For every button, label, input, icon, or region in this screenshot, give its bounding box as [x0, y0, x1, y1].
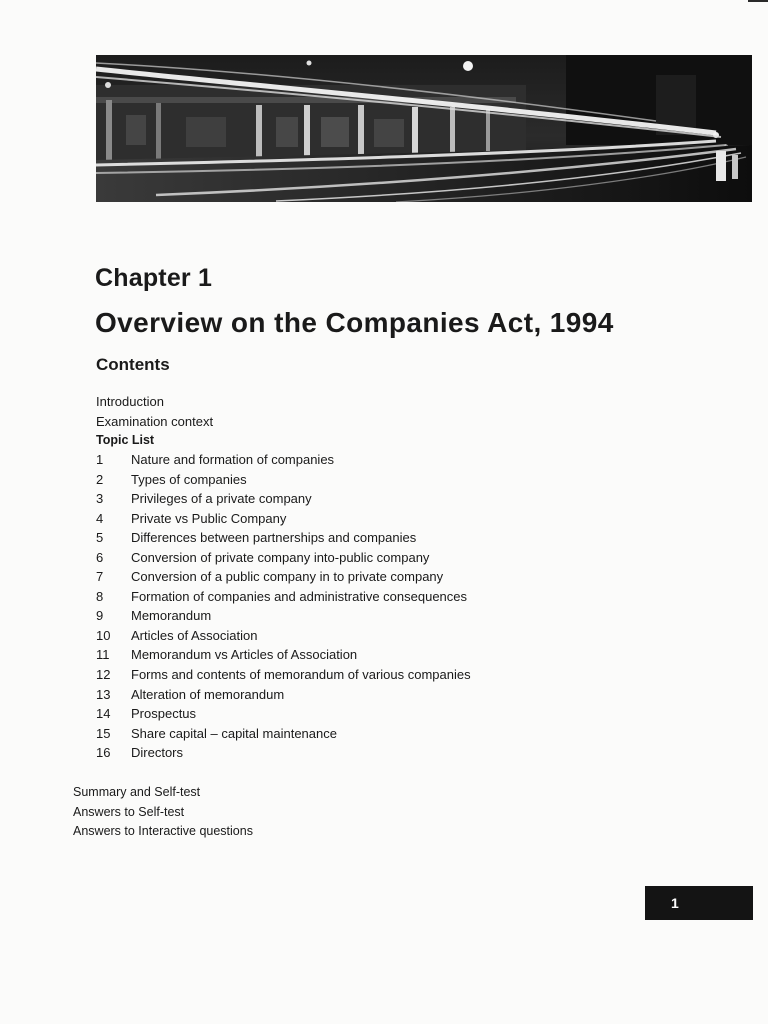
topic-number: 8	[96, 588, 104, 604]
topic-item	[96, 548, 471, 568]
topic-number: 2	[96, 471, 104, 487]
topic-item	[96, 724, 471, 744]
topic-number: 13	[96, 686, 111, 702]
topic-number: 12	[96, 667, 111, 683]
topic-title: Articles of Association	[131, 627, 258, 643]
back-matter-item-summary: Summary and Self-test	[73, 785, 201, 799]
city-night-light-trails-photo	[96, 55, 752, 202]
back-matter-item-answers-self-test: Answers to Self-test	[73, 804, 185, 819]
topic-title: Directors	[131, 745, 184, 761]
topic-number: 3	[96, 491, 104, 507]
topic-list	[96, 450, 471, 763]
topic-item	[96, 528, 471, 548]
topic-title: Conversion of a public company in to private company	[131, 569, 444, 585]
topic-item	[96, 665, 471, 685]
topic-item	[96, 509, 471, 529]
topic-title: Privileges of a private company	[131, 491, 312, 507]
topic-number: 16	[96, 745, 111, 761]
contents-item-introduction: Introduction	[96, 394, 164, 409]
scan-edge-mark	[748, 0, 768, 2]
topic-title: Memorandum vs Articles of Association	[131, 647, 358, 663]
back-matter-list	[73, 783, 253, 842]
topic-item	[96, 489, 471, 509]
topic-number: 4	[96, 510, 104, 526]
topic-item	[96, 450, 471, 470]
chapter-banner-photo	[96, 55, 752, 202]
topic-number: 6	[96, 549, 104, 565]
chapter-title: Overview on the Companies Act, 1994	[95, 307, 614, 338]
topic-item	[96, 567, 471, 587]
topic-number: 7	[96, 569, 104, 585]
topic-number: 5	[96, 530, 104, 546]
topic-title: Forms and contents of memorandum of various companies	[131, 667, 471, 683]
back-matter-item-answers-interactive: Answers to Interactive questions	[73, 824, 253, 839]
topic-number: 14	[96, 706, 111, 722]
topic-number: 10	[96, 627, 111, 643]
contents-item-examination-context: Examination context	[96, 413, 214, 429]
topic-item	[96, 704, 471, 724]
topic-number: 11	[96, 647, 110, 663]
topic-title: Memorandum	[131, 608, 212, 624]
topic-item	[96, 606, 471, 626]
topic-title: Private vs Public Company	[131, 510, 287, 526]
topic-title: Types of companies	[131, 471, 247, 487]
contents-intro	[96, 392, 213, 451]
chapter-label: Chapter 1	[95, 264, 213, 292]
topic-title: Alteration of memorandum	[131, 686, 285, 702]
topic-number: 9	[96, 608, 104, 624]
topic-title: Conversion of private company into-public company	[131, 549, 430, 565]
topic-title: Nature and formation of companies	[131, 452, 335, 467]
topic-number: 1	[96, 452, 104, 467]
topic-list-label: Topic List	[96, 433, 155, 448]
topic-title: Share capital – capital maintenance	[131, 725, 337, 741]
topic-item	[96, 743, 471, 763]
topic-item	[96, 626, 471, 646]
topic-item	[96, 587, 471, 607]
topic-item	[96, 645, 471, 665]
topic-title: Formation of companies and administrative consequences	[131, 588, 468, 604]
topic-title: Differences between partnerships and companies	[131, 530, 417, 546]
topic-item	[96, 470, 471, 490]
page-number-box	[645, 886, 753, 920]
topic-item	[96, 685, 471, 705]
contents-heading: Contents	[96, 355, 170, 374]
topic-title: Prospectus	[131, 706, 197, 722]
page-number: 1	[671, 895, 679, 911]
topic-number: 15	[96, 725, 111, 741]
